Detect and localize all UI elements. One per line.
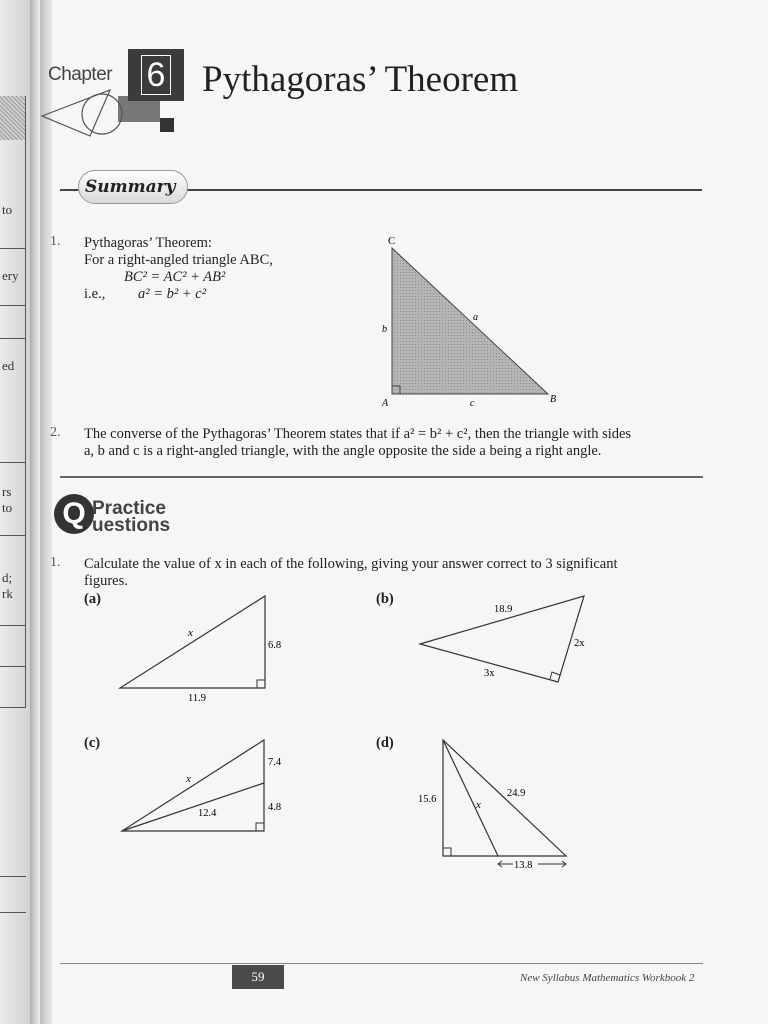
side-label: 3x [484,668,495,679]
book-title: New Syllabus Mathematics Workbook 2 [520,972,695,984]
chapter-label: Chapter [48,64,113,85]
triangle-shape [122,740,264,831]
facing-page-rule [0,248,26,249]
facing-page-rule [0,912,26,913]
facing-page-border [25,96,26,708]
facing-page-rule [0,666,26,667]
facing-page-shaded-box [0,96,26,140]
summary-text: The converse of the Pythagoras’ Theorem states that if a² = b² + c², then the triangle with sides [84,426,632,442]
vertex-label: B [550,394,557,405]
part-label: (d) [376,735,394,751]
facing-page-rule [0,305,26,306]
triangle-a-figure [110,590,310,705]
side-label: c [470,398,475,409]
right-angle-mark [443,848,451,856]
side-label: x [476,799,481,811]
practice-badge-word: Practice [92,498,166,519]
item-number: 2. [50,425,61,440]
facing-page-text: rs [2,484,12,499]
side-label: a [473,312,478,323]
summary-rule [60,189,80,191]
facing-page-rule [0,535,26,536]
chapter-number: 6 [128,49,184,101]
side-label: 18.9 [494,604,513,615]
facing-page-text: d; [2,570,13,585]
facing-page-rule [0,876,26,877]
facing-page-rule [0,462,26,463]
side-label: 7.4 [268,757,282,768]
triangle-c-figure [110,734,310,839]
side-label: 12.4 [198,808,217,819]
summary-text: Pythagoras’ Theorem: [84,235,212,251]
item-number: 1. [50,555,61,570]
side-label: 2x [574,638,585,649]
triangle-d-figure [410,734,590,874]
facing-page-rule [0,625,26,626]
vertex-label: A [382,398,389,409]
triangle-b-figure [410,590,610,695]
summary-text: i.e., [84,286,106,302]
facing-page-text: ed [2,358,15,373]
chapter-decoration [160,118,174,132]
side-label: 6.8 [268,640,282,651]
side-label: x [188,627,193,639]
facing-page-edge [0,0,28,1024]
page-title: Pythagoras’ Theorem [202,59,519,100]
facing-page-text: to [2,202,13,217]
side-label: b [382,324,387,335]
page-number: 59 [232,965,284,989]
summary-equation: BC² = AC² + AB² [124,269,226,285]
right-angle-mark [550,672,560,679]
right-angle-mark [256,823,264,831]
question-text: Calculate the value of x in each of the following, giving your answer correct to 3 significant [84,556,618,572]
facing-page-rule [0,338,26,339]
facing-page-text: ery [2,268,19,283]
triangle-shape [120,596,265,688]
facing-page-text: rk [2,586,13,601]
practice-badge-letter: Q [54,494,94,534]
side-label: 11.9 [188,693,206,704]
side-label: 24.9 [507,788,526,799]
book-binding [30,0,40,1024]
summary-text: For a right-angled triangle ABC, [84,252,273,268]
summary-badge: Summary [78,170,188,204]
triangle-shape [443,740,566,856]
facing-page-rule [0,707,26,708]
part-label: (b) [376,591,394,607]
item-number: 1. [50,234,61,249]
side-label: 4.8 [268,802,282,813]
side-label: 15.6 [418,794,437,805]
summary-text: a, b and c is a right-angled triangle, with the angle opposite the side a being a right angle. [84,443,602,459]
summary-rule [186,189,702,191]
facing-page-text: to [2,500,13,515]
part-label: (c) [84,735,101,751]
inner-segment [122,783,264,831]
vertex-label: C [388,235,396,247]
right-triangle-figure [376,230,576,410]
section-divider [60,476,703,478]
side-label: x [186,773,191,785]
footer-rule [60,963,703,964]
practice-badge-word: uestions [92,515,171,536]
triangle-shape [392,248,548,394]
question-text: figures. [84,573,128,589]
summary-equation: a² = b² + c² [138,286,207,302]
right-angle-mark [257,680,265,688]
side-label: 13.8 [514,860,533,871]
part-label: (a) [84,591,101,607]
inner-segment [443,740,498,856]
